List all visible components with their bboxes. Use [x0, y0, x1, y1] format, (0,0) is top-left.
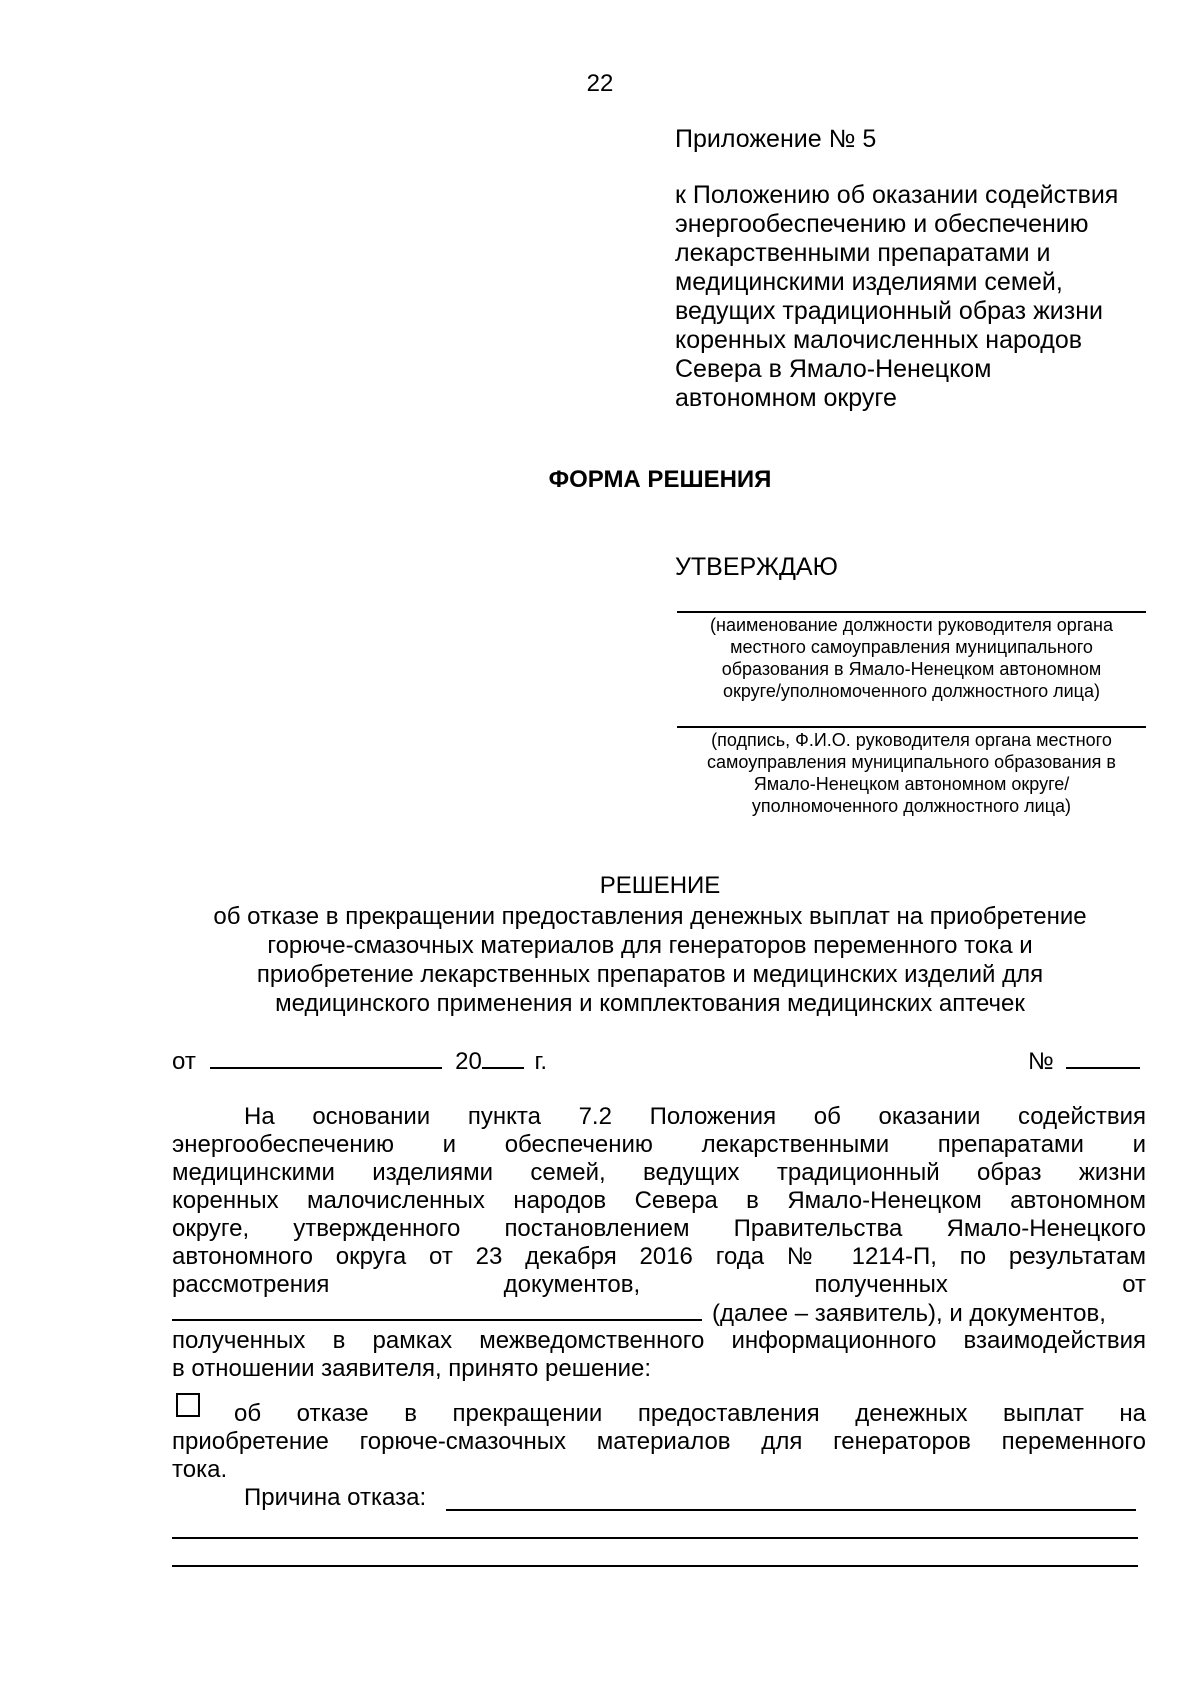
page-number: 22	[586, 70, 614, 97]
year-suffix: г.	[534, 1048, 548, 1075]
applicant-tail: (далее – заявитель), и документов,	[712, 1300, 1106, 1327]
paragraph-line: полученных в рамках межведомственного информационного взаимодействия	[172, 1327, 1146, 1354]
date-row	[172, 1047, 547, 1076]
paragraph-line: рассмотрения документов, полученных от	[172, 1271, 1146, 1298]
appendix-line: к Положению об оказании содействия	[675, 181, 1119, 209]
appendix-line: энергообеспечению и обеспечению	[675, 210, 1089, 238]
reason-field-line[interactable]	[172, 1565, 1138, 1567]
approve-label: УТВЕРЖДАЮ	[675, 553, 838, 581]
decision-subtitle: об отказе в прекращении предоставления денежных выплат на приобретение горюче-смазочных материалов для генераторов переменного тока и приобретение лекарственных препаратов и медицинских изделий для медицинского применения и комплектования медицинских аптечек	[213, 903, 1087, 1017]
number-label: №	[1028, 1048, 1054, 1075]
option-line: тока.	[172, 1456, 228, 1483]
appendix-description	[675, 181, 1155, 413]
paragraph-line: в отношении заявителя, принято решение:	[172, 1355, 651, 1382]
paragraph-line: На основании пункта 7.2 Положения об оказании содействия	[244, 1103, 1146, 1130]
reason-field-line[interactable]	[446, 1509, 1136, 1511]
paragraph-line: автономного округа от 23 декабря 2016 года № 1214-П, по результатам	[172, 1243, 1146, 1270]
option-line: приобретение горюче-смазочных материалов для генераторов переменного	[172, 1428, 1146, 1455]
appendix-line: медицинскими изделиями семей,	[675, 268, 1063, 296]
year-field[interactable]	[482, 1047, 524, 1069]
form-title: ФОРМА РЕШЕНИЯ	[548, 466, 772, 493]
number-row	[1028, 1047, 1140, 1076]
number-field[interactable]	[1066, 1047, 1140, 1069]
paragraph-line: коренных малочисленных народов Севера в Ямало-Ненецком автономном	[172, 1187, 1146, 1214]
option-line: об отказе в прекращении предоставления денежных выплат на	[234, 1400, 1146, 1427]
applicant-field[interactable]	[172, 1299, 702, 1321]
year-prefix: 20	[455, 1048, 482, 1075]
paragraph-line: медицинскими изделиями семей, ведущих традиционный образ жизни	[172, 1159, 1146, 1186]
position-caption: (наименование должности руководителя органа местного самоуправления муниципального образования в Ямало-Ненецком автономном округе/уполномоченного должностного лица)	[710, 615, 1113, 701]
reason-field-line[interactable]	[172, 1537, 1138, 1539]
signature-line[interactable]	[677, 726, 1146, 728]
position-signature-line[interactable]	[677, 611, 1146, 613]
date-from-label: от	[172, 1048, 196, 1075]
date-field[interactable]	[210, 1047, 442, 1069]
refusal-option	[172, 1400, 1146, 1484]
decision-paragraph	[172, 1103, 1146, 1383]
reason-label: Причина отказа:	[244, 1484, 427, 1511]
appendix-line: Севера в Ямало-Ненецком	[675, 355, 992, 383]
paragraph-line-applicant	[172, 1299, 1146, 1327]
appendix-line: лекарственными препаратами и	[675, 239, 1051, 267]
paragraph-line: округе, утвержденного постановлением Правительства Ямало-Ненецкого	[172, 1215, 1146, 1242]
signature-caption: (подпись, Ф.И.О. руководителя органа местного самоуправления муниципального образования в Ямало-Ненецком автономном округе/ уполномоченного должностного лица)	[707, 730, 1116, 816]
appendix-line: ведущих традиционный образ жизни	[675, 297, 1103, 325]
appendix-line: коренных малочисленных народов	[675, 326, 1083, 354]
decision-title: РЕШЕНИЕ	[599, 872, 721, 899]
appendix-title: Приложение № 5	[675, 125, 877, 153]
paragraph-line: энергообеспечению и обеспечению лекарственными препаратами и	[172, 1131, 1146, 1158]
appendix-line: автономном округе	[675, 384, 897, 412]
